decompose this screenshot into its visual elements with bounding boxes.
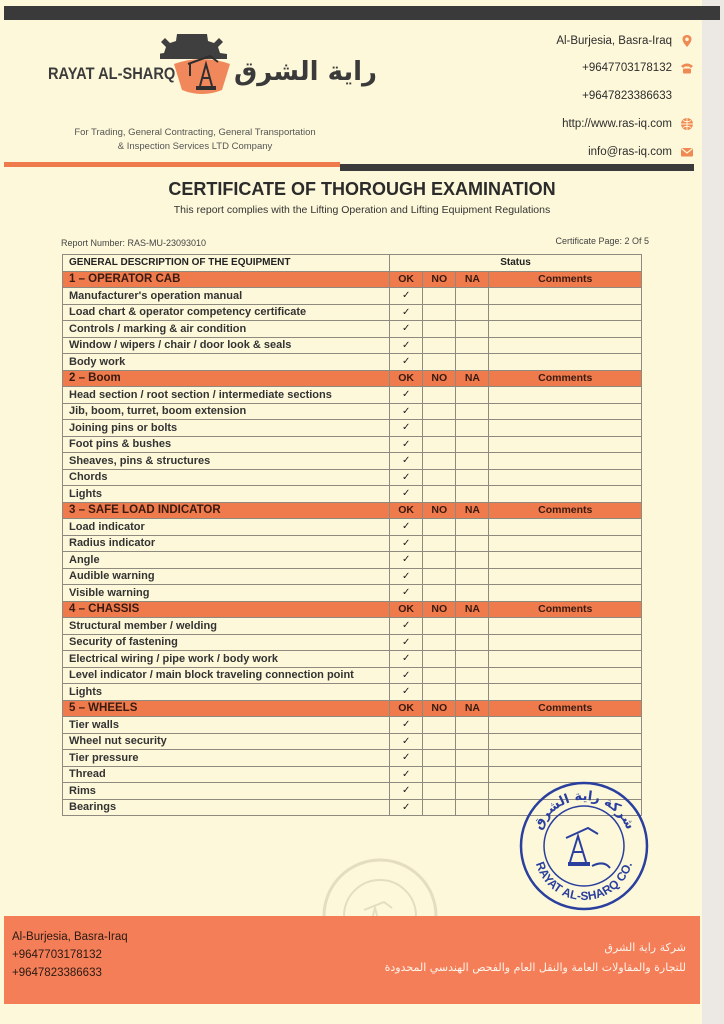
na-cell (456, 354, 489, 371)
comments-cell (489, 486, 642, 503)
table-row (63, 568, 642, 585)
column-comments-label: Comments (489, 601, 642, 618)
na-cell (456, 618, 489, 635)
table-row (63, 519, 642, 536)
no-cell (423, 453, 456, 470)
table-row (63, 288, 642, 305)
top-bar (4, 6, 720, 20)
na-cell (456, 585, 489, 602)
phone-1-text: +9647703178132 (582, 62, 672, 74)
no-cell (423, 766, 456, 783)
header-divider-orange (4, 162, 340, 167)
item-description: Jib, boom, turret, boom extension (63, 403, 390, 420)
comments-cell (489, 453, 642, 470)
table-row (63, 651, 642, 668)
section-header-row (63, 601, 642, 618)
na-cell (456, 766, 489, 783)
comments-cell (489, 436, 642, 453)
comments-cell (489, 535, 642, 552)
comments-cell (489, 519, 642, 536)
item-description: Tier pressure (63, 750, 390, 767)
table-row (63, 717, 642, 734)
item-description: Rims (63, 783, 390, 800)
item-description: Lights (63, 486, 390, 503)
table-row (63, 469, 642, 486)
item-description: Load indicator (63, 519, 390, 536)
na-cell (456, 519, 489, 536)
tagline-line-2: & Inspection Services LTD Company (117, 141, 273, 152)
ok-check-mark: ✓ (390, 321, 423, 338)
ok-check-mark: ✓ (390, 519, 423, 536)
comments-cell (489, 469, 642, 486)
item-description: Joining pins or bolts (63, 420, 390, 437)
table-row (63, 750, 642, 767)
section-header-row (63, 271, 642, 288)
na-cell (456, 684, 489, 701)
na-cell (456, 799, 489, 816)
no-cell (423, 486, 456, 503)
ok-check-mark: ✓ (390, 667, 423, 684)
table-row (63, 354, 642, 371)
comments-cell (489, 387, 642, 404)
ok-check-mark: ✓ (390, 453, 423, 470)
phone-icon (680, 61, 694, 75)
phone-2-text: +9647823386633 (582, 90, 672, 102)
column-na-label: NA (456, 370, 489, 387)
ok-check-mark: ✓ (390, 651, 423, 668)
logo-text-english: RAYAT AL-SHARQ (48, 64, 176, 83)
na-cell (456, 552, 489, 569)
table-row (63, 321, 642, 338)
na-cell (456, 733, 489, 750)
ok-check-mark: ✓ (390, 634, 423, 651)
ok-check-mark: ✓ (390, 717, 423, 734)
item-description: Sheaves, pins & structures (63, 453, 390, 470)
contact-website (562, 117, 694, 131)
na-cell (456, 453, 489, 470)
comments-cell (489, 618, 642, 635)
checklist-body (63, 255, 642, 816)
column-no-label: NO (423, 370, 456, 387)
comments-cell (489, 403, 642, 420)
item-description: Foot pins & bushes (63, 436, 390, 453)
comments-cell (489, 354, 642, 371)
comments-cell (489, 304, 642, 321)
no-cell (423, 717, 456, 734)
item-description: Manufacturer's operation manual (63, 288, 390, 305)
no-cell (423, 733, 456, 750)
scan-edge (702, 0, 724, 1024)
table-row (63, 585, 642, 602)
item-description: Angle (63, 552, 390, 569)
ok-check-mark: ✓ (390, 799, 423, 816)
table-row (63, 667, 642, 684)
footer-company-arabic (385, 938, 686, 978)
section-title: 4 – CHASSIS (63, 601, 390, 618)
no-cell (423, 552, 456, 569)
na-cell (456, 337, 489, 354)
section-title: 5 – WHEELS (63, 700, 390, 717)
no-cell (423, 651, 456, 668)
table-row (63, 684, 642, 701)
comments-cell (489, 552, 642, 569)
ok-check-mark: ✓ (390, 585, 423, 602)
ok-check-mark: ✓ (390, 436, 423, 453)
comments-cell (489, 420, 642, 437)
report-number: Report Number: RAS-MU-23093010 (61, 238, 207, 248)
ok-check-mark: ✓ (390, 733, 423, 750)
item-description: Electrical wiring / pipe work / body work (63, 651, 390, 668)
column-no-label: NO (423, 601, 456, 618)
column-no-label: NO (423, 271, 456, 288)
no-cell (423, 337, 456, 354)
ok-check-mark: ✓ (390, 304, 423, 321)
stamp-text-arabic: شركة راية الشرق (530, 788, 638, 833)
ok-check-mark: ✓ (390, 783, 423, 800)
no-cell (423, 420, 456, 437)
table-row (63, 486, 642, 503)
footer-contact (12, 928, 128, 982)
table-row (63, 304, 642, 321)
column-ok-label: OK (390, 700, 423, 717)
no-cell (423, 288, 456, 305)
examination-checklist-table (62, 254, 642, 816)
comments-cell (489, 684, 642, 701)
logo-text-arabic: راية الشرق (234, 57, 378, 87)
comments-cell (489, 585, 642, 602)
comments-cell (489, 750, 642, 767)
item-description: Lights (63, 684, 390, 701)
table-row (63, 420, 642, 437)
footer-phone-1: +9647703178132 (12, 949, 102, 961)
item-description: Window / wipers / chair / door look & seals (63, 337, 390, 354)
document-subtitle: This report complies with the Lifting Operation and Lifting Equipment Regulations (173, 204, 551, 216)
na-cell (456, 750, 489, 767)
no-cell (423, 750, 456, 767)
no-cell (423, 535, 456, 552)
contact-address (556, 34, 694, 48)
section-title: 1 – OPERATOR CAB (63, 271, 390, 288)
table-row (63, 387, 642, 404)
column-ok-label: OK (390, 601, 423, 618)
item-description: Head section / root section / intermediate sections (63, 387, 390, 404)
ok-check-mark: ✓ (390, 288, 423, 305)
comments-cell (489, 634, 642, 651)
comments-cell (489, 667, 642, 684)
ok-check-mark: ✓ (390, 337, 423, 354)
no-cell (423, 585, 456, 602)
column-na-label: NA (456, 700, 489, 717)
item-description: Body work (63, 354, 390, 371)
website-text: http://www.ras-iq.com (562, 118, 672, 130)
na-cell (456, 436, 489, 453)
na-cell (456, 288, 489, 305)
address-text: Al-Burjesia, Basra-Iraq (556, 35, 672, 47)
footer-company-name: شركة راية الشرق (604, 941, 686, 954)
ok-check-mark: ✓ (390, 403, 423, 420)
footer-address: Al-Burjesia, Basra-Iraq (12, 931, 128, 943)
section-header-row (63, 370, 642, 387)
na-cell (456, 403, 489, 420)
header-divider-dark (340, 164, 694, 171)
header-status: Status (390, 255, 642, 272)
ok-check-mark: ✓ (390, 766, 423, 783)
comments-cell (489, 651, 642, 668)
na-cell (456, 420, 489, 437)
column-na-label: NA (456, 271, 489, 288)
contact-email (588, 145, 694, 159)
section-header-row (63, 502, 642, 519)
column-comments-label: Comments (489, 370, 642, 387)
column-ok-label: OK (390, 271, 423, 288)
item-description: Audible warning (63, 568, 390, 585)
footer-company-description: للتجارة والمقاولات العامة والنقل العام والفحص الهندسي المحدودة (384, 961, 686, 974)
company-stamp-icon (518, 780, 650, 912)
table-row (63, 552, 642, 569)
item-description: Structural member / welding (63, 618, 390, 635)
table-row (63, 618, 642, 635)
no-cell (423, 321, 456, 338)
na-cell (456, 321, 489, 338)
column-ok-label: OK (390, 502, 423, 519)
phone-2-spacer (680, 89, 694, 103)
item-description: Controls / marking & air condition (63, 321, 390, 338)
no-cell (423, 469, 456, 486)
company-tagline (30, 126, 360, 154)
ok-check-mark: ✓ (390, 420, 423, 437)
na-cell (456, 667, 489, 684)
na-cell (456, 387, 489, 404)
table-row (63, 535, 642, 552)
globe-icon (680, 117, 694, 131)
location-pin-icon (680, 34, 694, 48)
no-cell (423, 436, 456, 453)
item-description: Level indicator / main block traveling connection point (63, 667, 390, 684)
ok-check-mark: ✓ (390, 387, 423, 404)
mail-icon (680, 145, 694, 159)
table-row (63, 453, 642, 470)
no-cell (423, 354, 456, 371)
contact-phone-1 (582, 61, 694, 75)
comments-cell (489, 733, 642, 750)
section-title: 3 – SAFE LOAD INDICATOR (63, 502, 390, 519)
no-cell (423, 568, 456, 585)
column-ok-label: OK (390, 370, 423, 387)
column-comments-label: Comments (489, 271, 642, 288)
table-row (63, 634, 642, 651)
column-comments-label: Comments (489, 700, 642, 717)
ok-check-mark: ✓ (390, 552, 423, 569)
no-cell (423, 304, 456, 321)
na-cell (456, 568, 489, 585)
no-cell (423, 684, 456, 701)
section-header-row (63, 700, 642, 717)
no-cell (423, 634, 456, 651)
table-row (63, 733, 642, 750)
comments-cell (489, 717, 642, 734)
stamp-text-english: RAYAT AL-SHARQ CO. (532, 859, 636, 904)
no-cell (423, 403, 456, 420)
item-description: Thread (63, 766, 390, 783)
column-na-label: NA (456, 601, 489, 618)
no-cell (423, 783, 456, 800)
no-cell (423, 667, 456, 684)
comments-cell (489, 288, 642, 305)
na-cell (456, 535, 489, 552)
table-row (63, 403, 642, 420)
contact-phone-2 (582, 89, 694, 103)
item-description: Visible warning (63, 585, 390, 602)
ok-check-mark: ✓ (390, 618, 423, 635)
comments-cell (489, 321, 642, 338)
tagline-line-1: For Trading, General Contracting, General Transportation (74, 127, 316, 138)
footer-band (4, 916, 700, 1004)
comments-cell (489, 337, 642, 354)
ok-check-mark: ✓ (390, 684, 423, 701)
na-cell (456, 469, 489, 486)
na-cell (456, 304, 489, 321)
ok-check-mark: ✓ (390, 535, 423, 552)
item-description: Bearings (63, 799, 390, 816)
ok-check-mark: ✓ (390, 750, 423, 767)
column-no-label: NO (423, 700, 456, 717)
no-cell (423, 519, 456, 536)
email-text: info@ras-iq.com (588, 146, 672, 158)
table-header-row (63, 255, 642, 272)
item-description: Tier walls (63, 717, 390, 734)
section-title: 2 – Boom (63, 370, 390, 387)
item-description: Wheel nut security (63, 733, 390, 750)
column-comments-label: Comments (489, 502, 642, 519)
ok-check-mark: ✓ (390, 486, 423, 503)
comments-cell (489, 568, 642, 585)
item-description: Radius indicator (63, 535, 390, 552)
no-cell (423, 618, 456, 635)
column-na-label: NA (456, 502, 489, 519)
na-cell (456, 717, 489, 734)
na-cell (456, 634, 489, 651)
no-cell (423, 799, 456, 816)
item-description: Security of fastening (63, 634, 390, 651)
item-description: Chords (63, 469, 390, 486)
na-cell (456, 783, 489, 800)
table-row (63, 436, 642, 453)
certificate-page-number: Certificate Page: 2 Of 5 (555, 236, 649, 246)
na-cell (456, 651, 489, 668)
column-no-label: NO (423, 502, 456, 519)
document-title: CERTIFICATE OF THOROUGH EXAMINATION (168, 179, 556, 199)
ok-check-mark: ✓ (390, 568, 423, 585)
table-row (63, 337, 642, 354)
ok-check-mark: ✓ (390, 354, 423, 371)
item-description: Load chart & operator competency certificate (63, 304, 390, 321)
header-description: GENERAL DESCRIPTION OF THE EQUIPMENT (63, 255, 390, 272)
no-cell (423, 387, 456, 404)
footer-phone-2: +9647823386633 (12, 967, 102, 979)
ok-check-mark: ✓ (390, 469, 423, 486)
na-cell (456, 486, 489, 503)
